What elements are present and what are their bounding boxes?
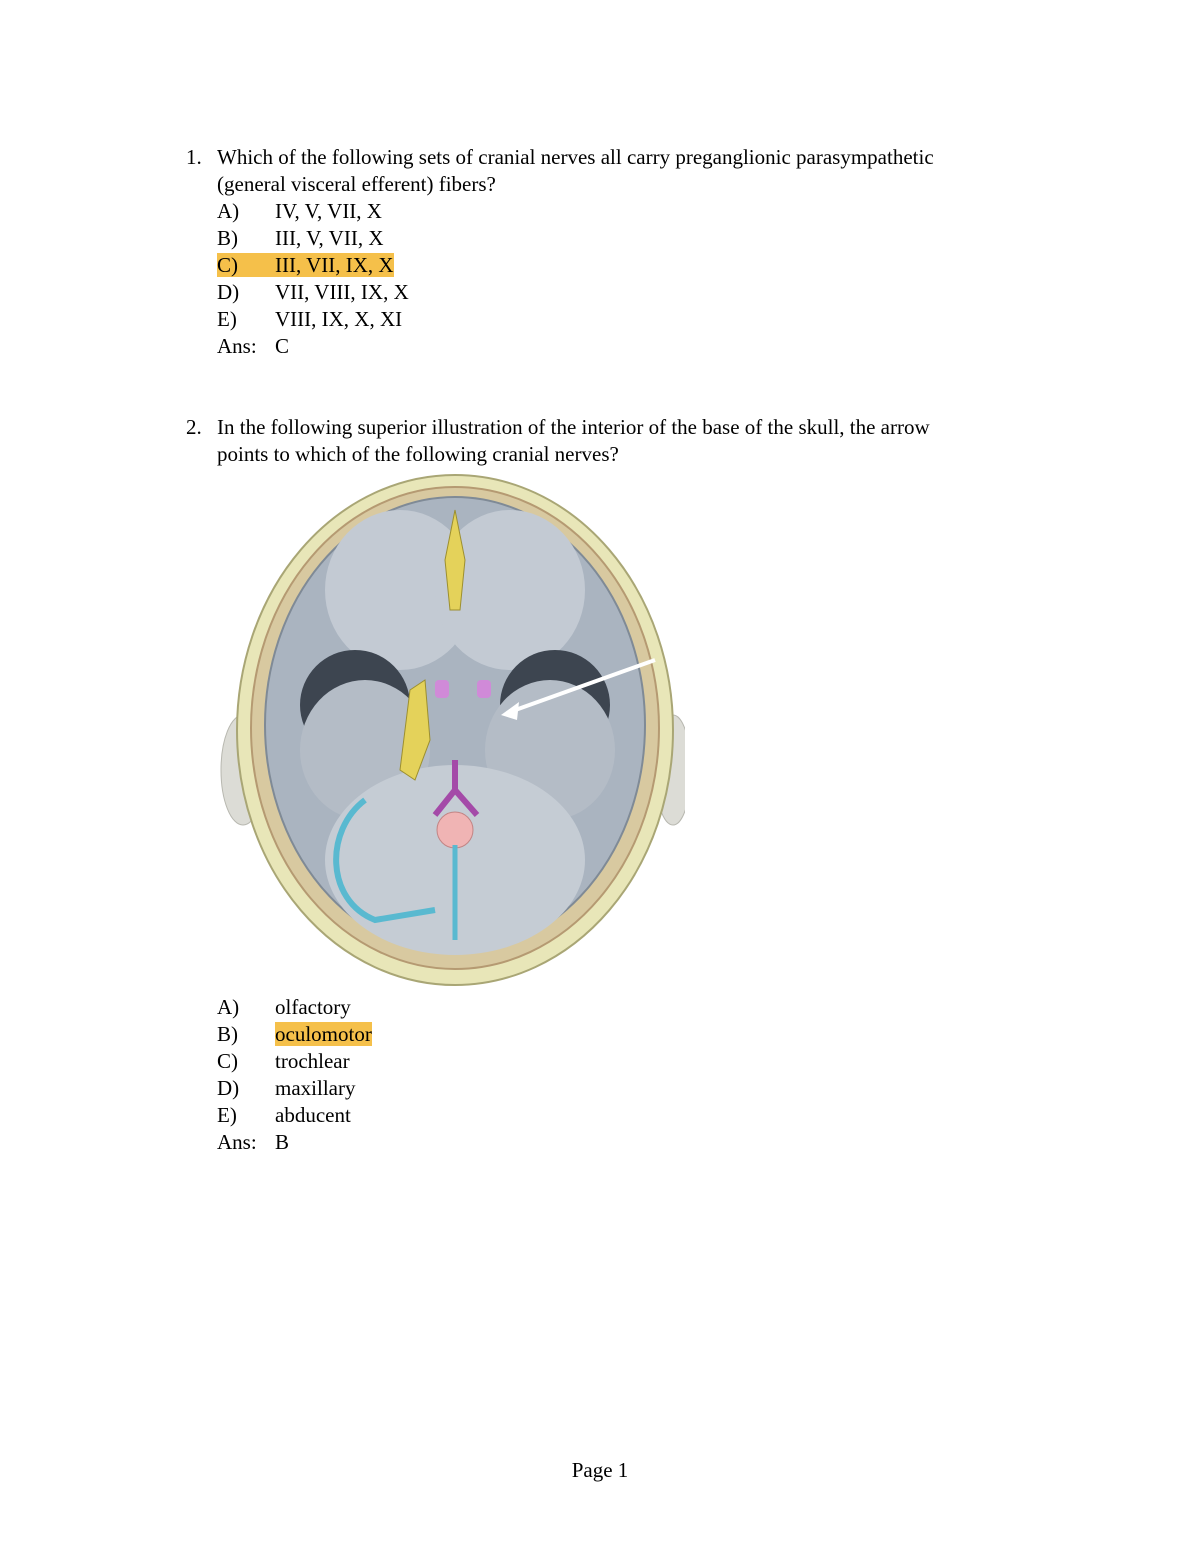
option-b-correct bbox=[217, 1021, 372, 1048]
option-c bbox=[217, 1048, 350, 1075]
option-text: maxillary bbox=[275, 1076, 356, 1100]
option-text: oculomotor bbox=[275, 1022, 372, 1046]
option-text: IV, V, VII, X bbox=[275, 199, 382, 223]
option-text: VIII, IX, X, XI bbox=[275, 307, 403, 331]
option-letter: B) bbox=[217, 1022, 238, 1046]
option-text: VII, VIII, IX, X bbox=[275, 280, 409, 304]
option-letter: E) bbox=[217, 307, 237, 331]
question-text-line: In the following superior illustration of the interior of the base of the skull, the arrow bbox=[217, 415, 930, 439]
option-letter: B) bbox=[217, 226, 238, 250]
option-letter: C) bbox=[217, 253, 238, 277]
option-a bbox=[217, 198, 382, 225]
option-e bbox=[217, 306, 402, 333]
option-text: III, VII, IX, X bbox=[275, 253, 394, 277]
option-letter: A) bbox=[217, 199, 240, 223]
option-c-correct bbox=[217, 252, 394, 279]
option-text: trochlear bbox=[275, 1049, 350, 1073]
option-letter: D) bbox=[217, 280, 240, 304]
answer-label: Ans: bbox=[217, 1130, 257, 1154]
question-number: 1. bbox=[186, 145, 202, 169]
option-letter: C) bbox=[217, 1049, 238, 1073]
question-text-line: Which of the following sets of cranial nerves all carry preganglionic parasympathetic bbox=[217, 145, 934, 169]
option-letter: A) bbox=[217, 995, 240, 1019]
option-d bbox=[217, 1075, 355, 1102]
option-text: abducent bbox=[275, 1103, 351, 1127]
question-number: 2. bbox=[186, 415, 202, 439]
option-e bbox=[217, 1102, 351, 1129]
answer-value: C bbox=[275, 334, 290, 358]
option-d bbox=[217, 279, 409, 306]
answer-line bbox=[217, 333, 289, 360]
option-letter: D) bbox=[217, 1076, 240, 1100]
option-text: olfactory bbox=[275, 995, 351, 1019]
option-a bbox=[217, 994, 351, 1021]
page-number: Page 1 bbox=[571, 1458, 629, 1482]
answer-value: B bbox=[275, 1130, 290, 1154]
option-text: III, V, VII, X bbox=[275, 226, 384, 250]
option-letter: E) bbox=[217, 1103, 237, 1127]
option-b bbox=[217, 225, 384, 252]
question-text-line: points to which of the following cranial nerves? bbox=[217, 442, 619, 466]
answer-line bbox=[217, 1129, 289, 1156]
answer-label: Ans: bbox=[217, 334, 257, 358]
question-text-line: (general visceral efferent) fibers? bbox=[217, 172, 496, 196]
skull-base-illustration-icon bbox=[215, 470, 685, 990]
